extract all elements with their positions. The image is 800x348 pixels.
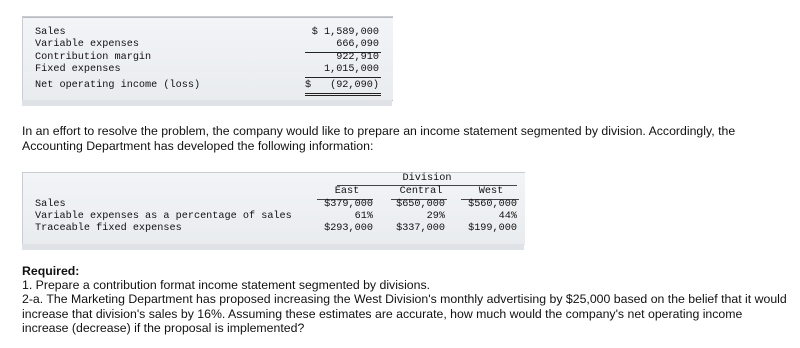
cell-east-traceable-fixed: $293,000 <box>324 223 373 234</box>
cell-west-traceable-fixed: $199,000 <box>468 223 517 234</box>
double-underline-bottom <box>305 95 381 96</box>
cell-east-variable-pct: 61% <box>354 211 373 222</box>
required-section <box>22 264 792 335</box>
column-header-central: Central <box>399 186 443 197</box>
row-label-variable-expense-pct: Variable expenses as a percentage of sales <box>35 211 292 222</box>
table-shadow <box>22 100 392 106</box>
row-amount-contribution-margin: 922,910 <box>336 52 379 63</box>
cell-central-traceable-fixed: $337,000 <box>396 223 445 234</box>
table-top-border <box>23 17 393 18</box>
intro-paragraph: In an effort to resolve the problem, the company would like to prepare an income statement segmented by division. Accordingly, the Accounting Department has developed the following information: <box>22 124 736 153</box>
required-title: Required: <box>22 264 80 278</box>
row-label-net-operating-income: Net operating income (loss) <box>35 80 201 91</box>
row-amount-variable-expenses: 666,090 <box>336 39 379 50</box>
column-header-east: East <box>334 186 360 197</box>
cell-central-variable-pct: 29% <box>426 211 445 222</box>
row-dollar-net-operating-income: $ <box>305 80 312 91</box>
row-amount-net-operating-income: (92,090) <box>330 80 379 91</box>
cell-west-variable-pct: 44% <box>498 211 517 222</box>
row-label-variable-expenses: Variable expenses <box>35 39 139 50</box>
row-label-sales: Sales <box>35 27 66 38</box>
row-label-contribution-margin: Contribution margin <box>35 52 152 63</box>
income-statement-table <box>22 16 393 101</box>
row-label-traceable-fixed: Traceable fixed expenses <box>35 223 182 234</box>
division-table <box>22 172 525 245</box>
cell-west-sales: $560,000 <box>468 199 517 210</box>
division-table-shadow <box>22 244 524 250</box>
row-amount-fixed-expenses: 1,015,000 <box>323 64 379 75</box>
row-label-division-sales: Sales <box>35 199 66 210</box>
required-item-2a: 2-a. The Marketing Department has proposed increasing the West Division's monthly advertising by $25,000 based on the belief that it would increase that division's sales by 16%. Assuming these estimates are accurate, how much would the company's net operating income increase (decrease) if the proposal is implemented? <box>22 292 787 335</box>
cell-east-sales: $379,000 <box>324 199 373 210</box>
division-group-header: Division <box>402 173 452 184</box>
row-label-fixed-expenses: Fixed expenses <box>35 64 121 75</box>
column-header-west: West <box>478 186 504 197</box>
cell-central-sales: $650,000 <box>396 199 445 210</box>
required-item-1: 1. Prepare a contribution format income statement segmented by divisions. <box>22 278 431 293</box>
underline-fixed-expenses <box>305 77 381 78</box>
row-amount-sales: $ 1,589,000 <box>311 27 379 38</box>
double-underline-top <box>305 93 381 94</box>
